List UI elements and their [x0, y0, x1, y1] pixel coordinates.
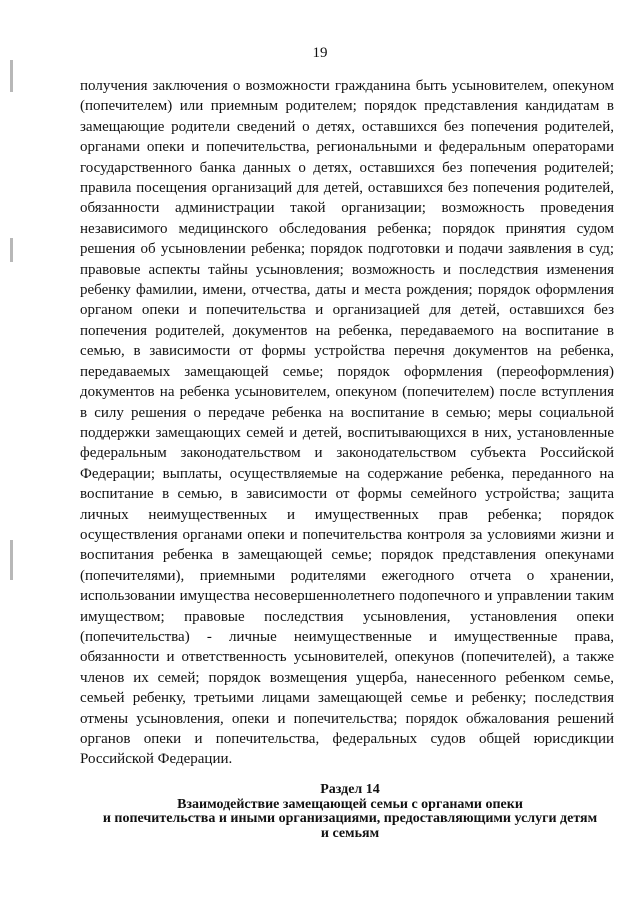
section-title-line-1: Взаимодействие замещающей семьи с органами опеки — [177, 796, 523, 812]
scan-edge-mark — [10, 540, 13, 580]
section-header — [70, 783, 630, 841]
section-title-line-2: и попечительства и иными организациями, предоставляющими услуги детям — [102, 811, 598, 826]
body-paragraph: получения заключения о возможности гражданина быть усыновителем, опекуном (попечителем) или приемным родителем; порядок представления кандидатам в замещающие родители сведений о детях, оставшихся без попечения родителей, органами опеки и попечительства, региональными и федеральным операторами государственного банка данных о детях, оставшихся без попечения родителей; правила посещения организаций для детей, оставшихся без попечения родителей, обязанности администрации такой организации; возможность проведения независимого медицинского обследования ребенка; порядок принятия судом решения об усыновлении ребенка; порядок подготовки и подачи заявления в суд; правовые аспекты тайны усыновления; возможность и последствия изменения ребенку фамилии, имени, отчества, даты и места рождения; порядок оформления органом опеки и попечительства и организацией для детей, оставшихся без попечения родителей, документов на ребенка, передаваемого на воспитание в семью, в зависимости от формы устройства перечня документов на ребенка, передаваемых замещающей семье; порядок оформления (переоформления) документов на ребенка усыновителем, опекуном (попечителем) после вступления в силу решения о передаче ребенка на воспитание в семью; меры социальной поддержки замещающих семей и детей, воспитывающихся в них, установленные федеральным законодательством и законодательством субъекта Российской Федерации; выплаты, осуществляемые на содержание ребенка, переданного на воспитание в семью, в зависимости от формы семейного устройства; защита личных неимущественных и имущественных прав ребенка; порядок осуществления органами опеки и попечительства контроля за условиями жизни и воспитания ребенка в замещающей семье; порядок представления опекунами (попечителями), приемными родителями ежегодного отчета о хранении, использовании имущества несовершеннолетнего подопечного и управлении таким имуществом; правовые последствия усыновления, установления опеки (попечительства) - личные неимущественные и имущественные права, обязанности и ответственность усыновителей, опекунов (попечителей), а также членов их семей; порядок возмещения ущерба, нанесенного ребенком семье, семьей ребенку, третьими лицами замещающей семье и ребенку; последствия отмены усыновления, опеки и попечительства; порядок обжалования решений органов опеки и попечительства, федеральных судов общей юрисдикции Российской Федерации. — [80, 78, 614, 768]
scan-edge-mark — [10, 238, 13, 262]
section-title-line-3: и семьям — [320, 825, 380, 841]
page-number: 19 — [312, 45, 328, 61]
scan-edge-mark — [10, 60, 13, 92]
section-number: Раздел 14 — [320, 782, 380, 797]
